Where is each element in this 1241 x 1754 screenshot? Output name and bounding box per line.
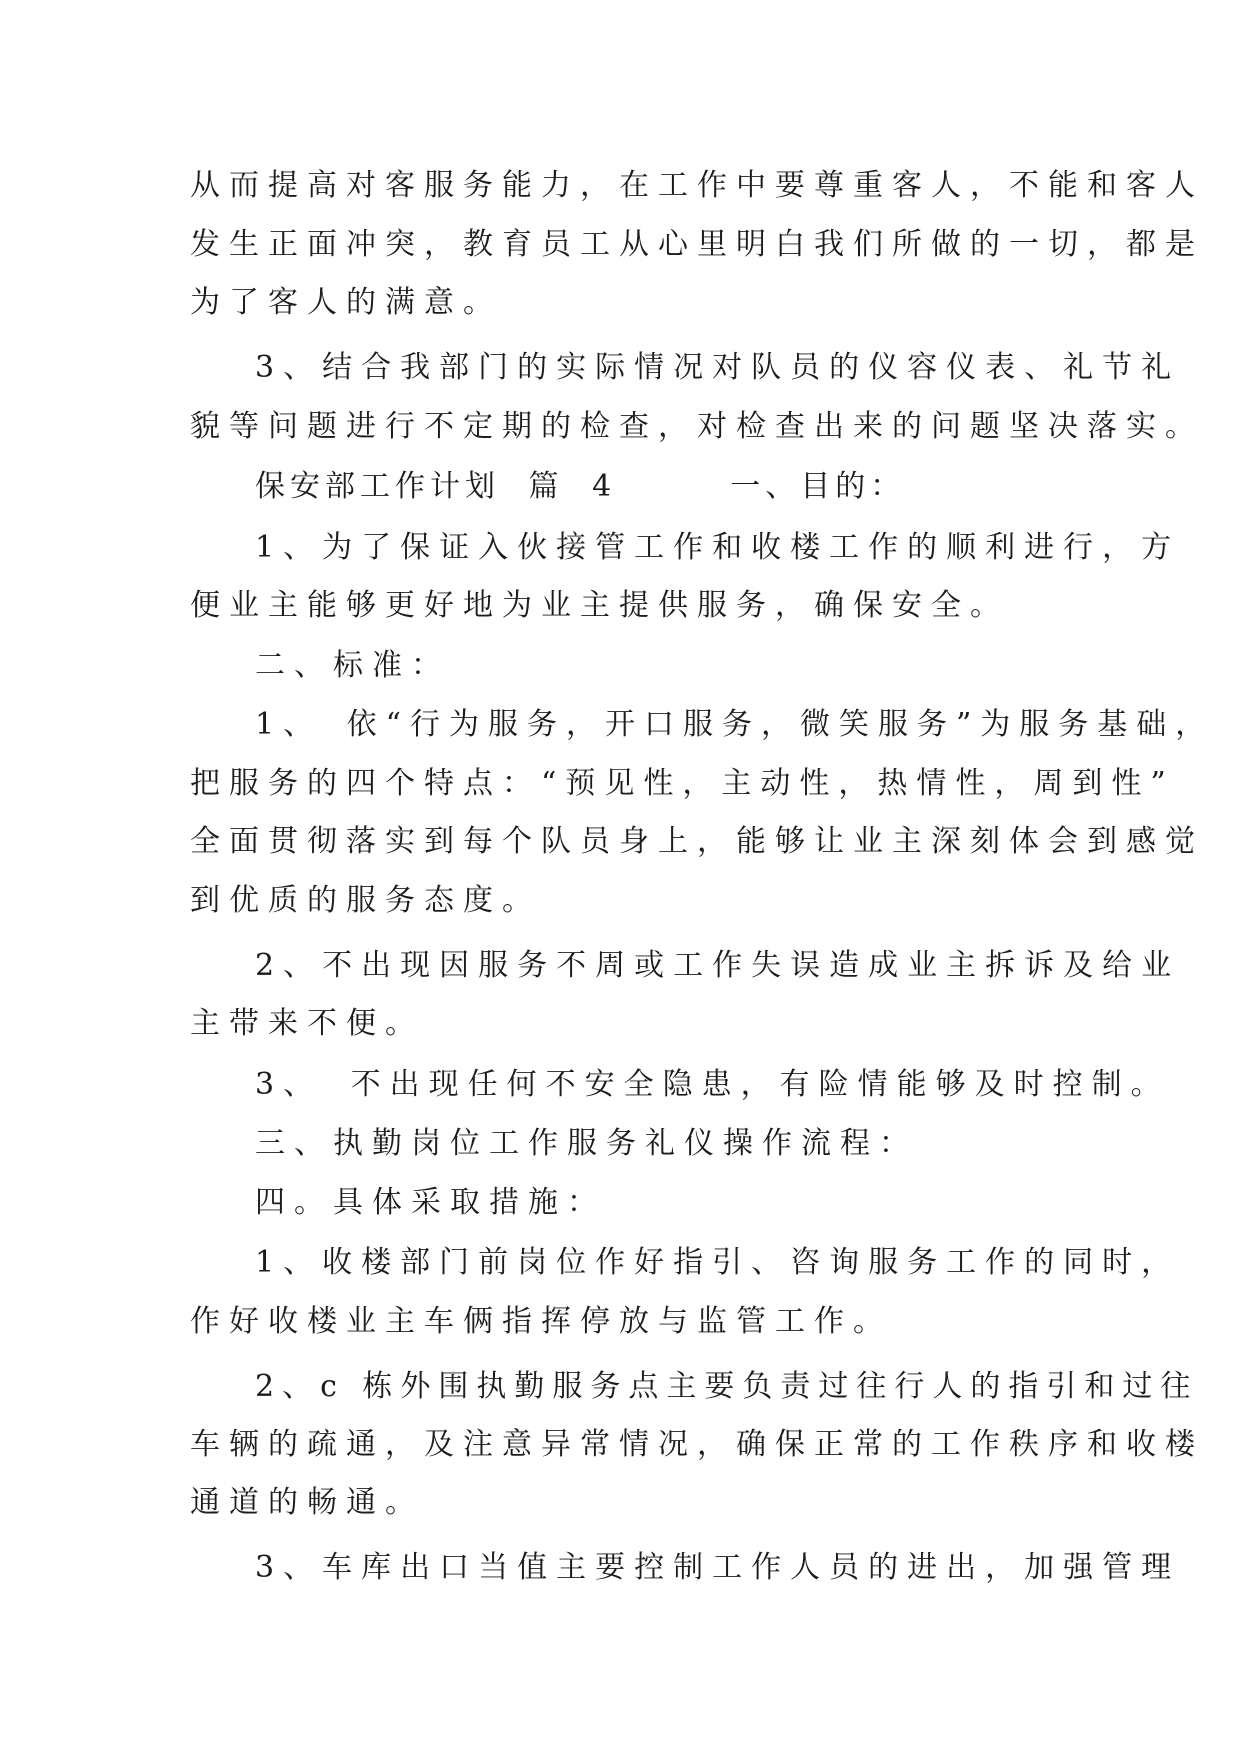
text-line: 发生正面冲突，教育员工从心里明白我们所做的一切，都是 [190,227,1204,262]
text-line: 1、为了保证入伙接管工作和收楼工作的顺利进行，方 [255,530,1181,565]
text-line: 从而提高对客服务能力，在工作中要尊重客人，不能和客人 [190,168,1204,203]
text-line: 通道的畅通。 [190,1485,424,1520]
text-line: 到优质的服务态度。 [190,883,541,918]
text-line: 3、结合我部门的实际情况对队员的仪容仪表、礼节礼 [255,350,1181,385]
text-line: 便业主能够更好地为业主提供服务，确保安全。 [190,588,1009,623]
section-heading: 二、标准： [255,648,450,683]
text-line: 3、车库出口当值主要控制工作人员的进出，加强管理 [255,1550,1181,1585]
text-line: 主带来不便。 [190,1006,424,1041]
text-line: 车辆的疏通，及注意异常情况，确保正常的工作秩序和收楼 [190,1427,1204,1462]
text-line: 1、收楼部门前岗位作好指引、咨询服务工作的同时， [255,1245,1181,1280]
text-line: 2、c 栋外围执勤服务点主要负责过往行人的指引和过往 [255,1369,1199,1404]
text-line: 为了客人的满意。 [190,285,502,320]
text-line: 1、 依“行为服务，开口服务，微笑服务”为服务基础， [255,707,1215,742]
section-heading: 三、执勤岗位工作服务礼仪操作流程： [255,1126,918,1161]
text-line: 把服务的四个特点：“预见性，主动性，热情性，周到性” [190,766,1175,801]
section-heading: 保安部工作计划 篇 4 一、目的： [255,469,906,504]
text-line: 貌等问题进行不定期的检查，对检查出来的问题坚决落实。 [190,409,1204,444]
text-line: 3、 不出现任何不安全隐患，有险情能够及时控制。 [255,1067,1170,1102]
section-heading: 四。具体采取措施： [255,1185,606,1220]
text-line: 作好收楼业主车俩指挥停放与监管工作。 [190,1304,892,1339]
text-line: 全面贯彻落实到每个队员身上，能够让业主深刻体会到感觉 [190,824,1204,859]
text-line: 2、不出现因服务不周或工作失误造成业主拆诉及给业 [255,948,1181,983]
